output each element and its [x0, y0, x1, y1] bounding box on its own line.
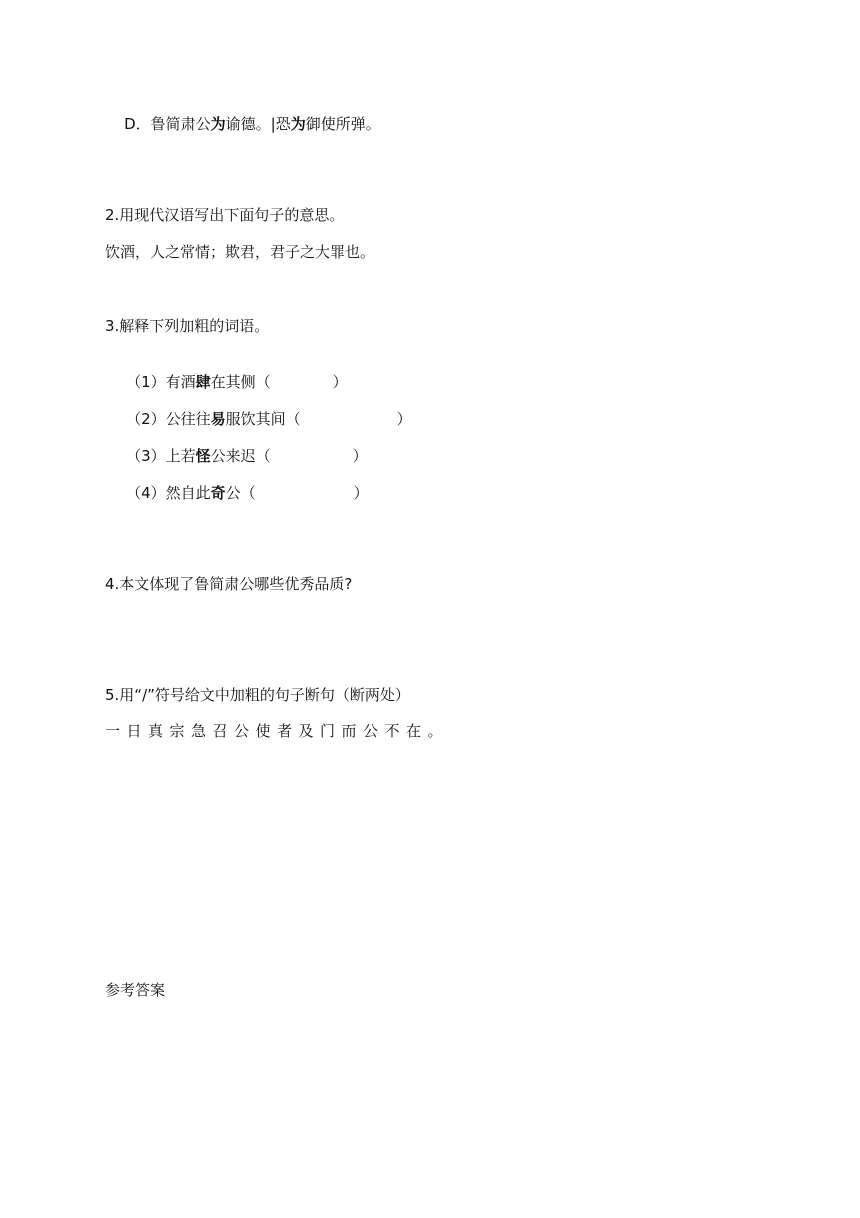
item-text-after: 公（	[225, 484, 256, 502]
item-close-paren: ）	[332, 373, 348, 391]
item-close-paren: ）	[396, 410, 412, 428]
item-number: （2）	[126, 410, 166, 428]
bold-word: 易	[210, 410, 226, 428]
option-d-bold-2: 为	[290, 115, 306, 133]
question-3-title: 3.解释下列加粗的词语。	[105, 317, 270, 335]
item-text-after: 公来迟（	[210, 447, 271, 465]
item-close-paren: ）	[352, 447, 368, 465]
option-d-bold-1: 为	[210, 115, 226, 133]
question-4-title: 4.本文体现了鲁简肃公哪些优秀品质?	[105, 575, 353, 593]
item-close-paren: ）	[353, 484, 369, 502]
option-d-suffix: 御使所弹。	[305, 115, 381, 133]
item-number: （4）	[126, 484, 166, 502]
option-d	[105, 94, 381, 133]
item-text-after: 在其侧（	[210, 373, 271, 391]
bold-word: 奇	[210, 484, 226, 502]
bold-word: 怪	[195, 447, 211, 465]
item-text-before: 公往往	[165, 410, 211, 428]
question-2-title: 2.用现代汉语写出下面句子的意思。	[105, 206, 345, 224]
bold-word: 肆	[195, 373, 211, 391]
item-text-after: 服饮其间（	[225, 410, 301, 428]
question-3-item-2	[107, 389, 412, 428]
question-3-item-4	[107, 463, 369, 502]
answers-heading: 参考答案	[105, 981, 166, 999]
item-number: （1）	[126, 373, 166, 391]
option-d-middle: 谕德。|恐	[225, 115, 291, 133]
question-5-sentence: 一日真宗急召公使者及门而公不在。	[105, 722, 450, 740]
item-text-before: 然自此	[165, 484, 211, 502]
question-3-item-3	[107, 426, 368, 465]
option-d-prefix: D．鲁简肃公	[124, 115, 211, 133]
question-2-sentence: 饮酒，人之常情；欺君，君子之大罪也。	[105, 243, 376, 261]
item-text-before: 有酒	[165, 373, 196, 391]
item-number: （3）	[126, 447, 166, 465]
question-3-item-1	[107, 352, 348, 391]
question-5-title: 5.用“/”符号给文中加粗的句子断句（断两处）	[105, 686, 410, 704]
item-text-before: 上若	[165, 447, 196, 465]
